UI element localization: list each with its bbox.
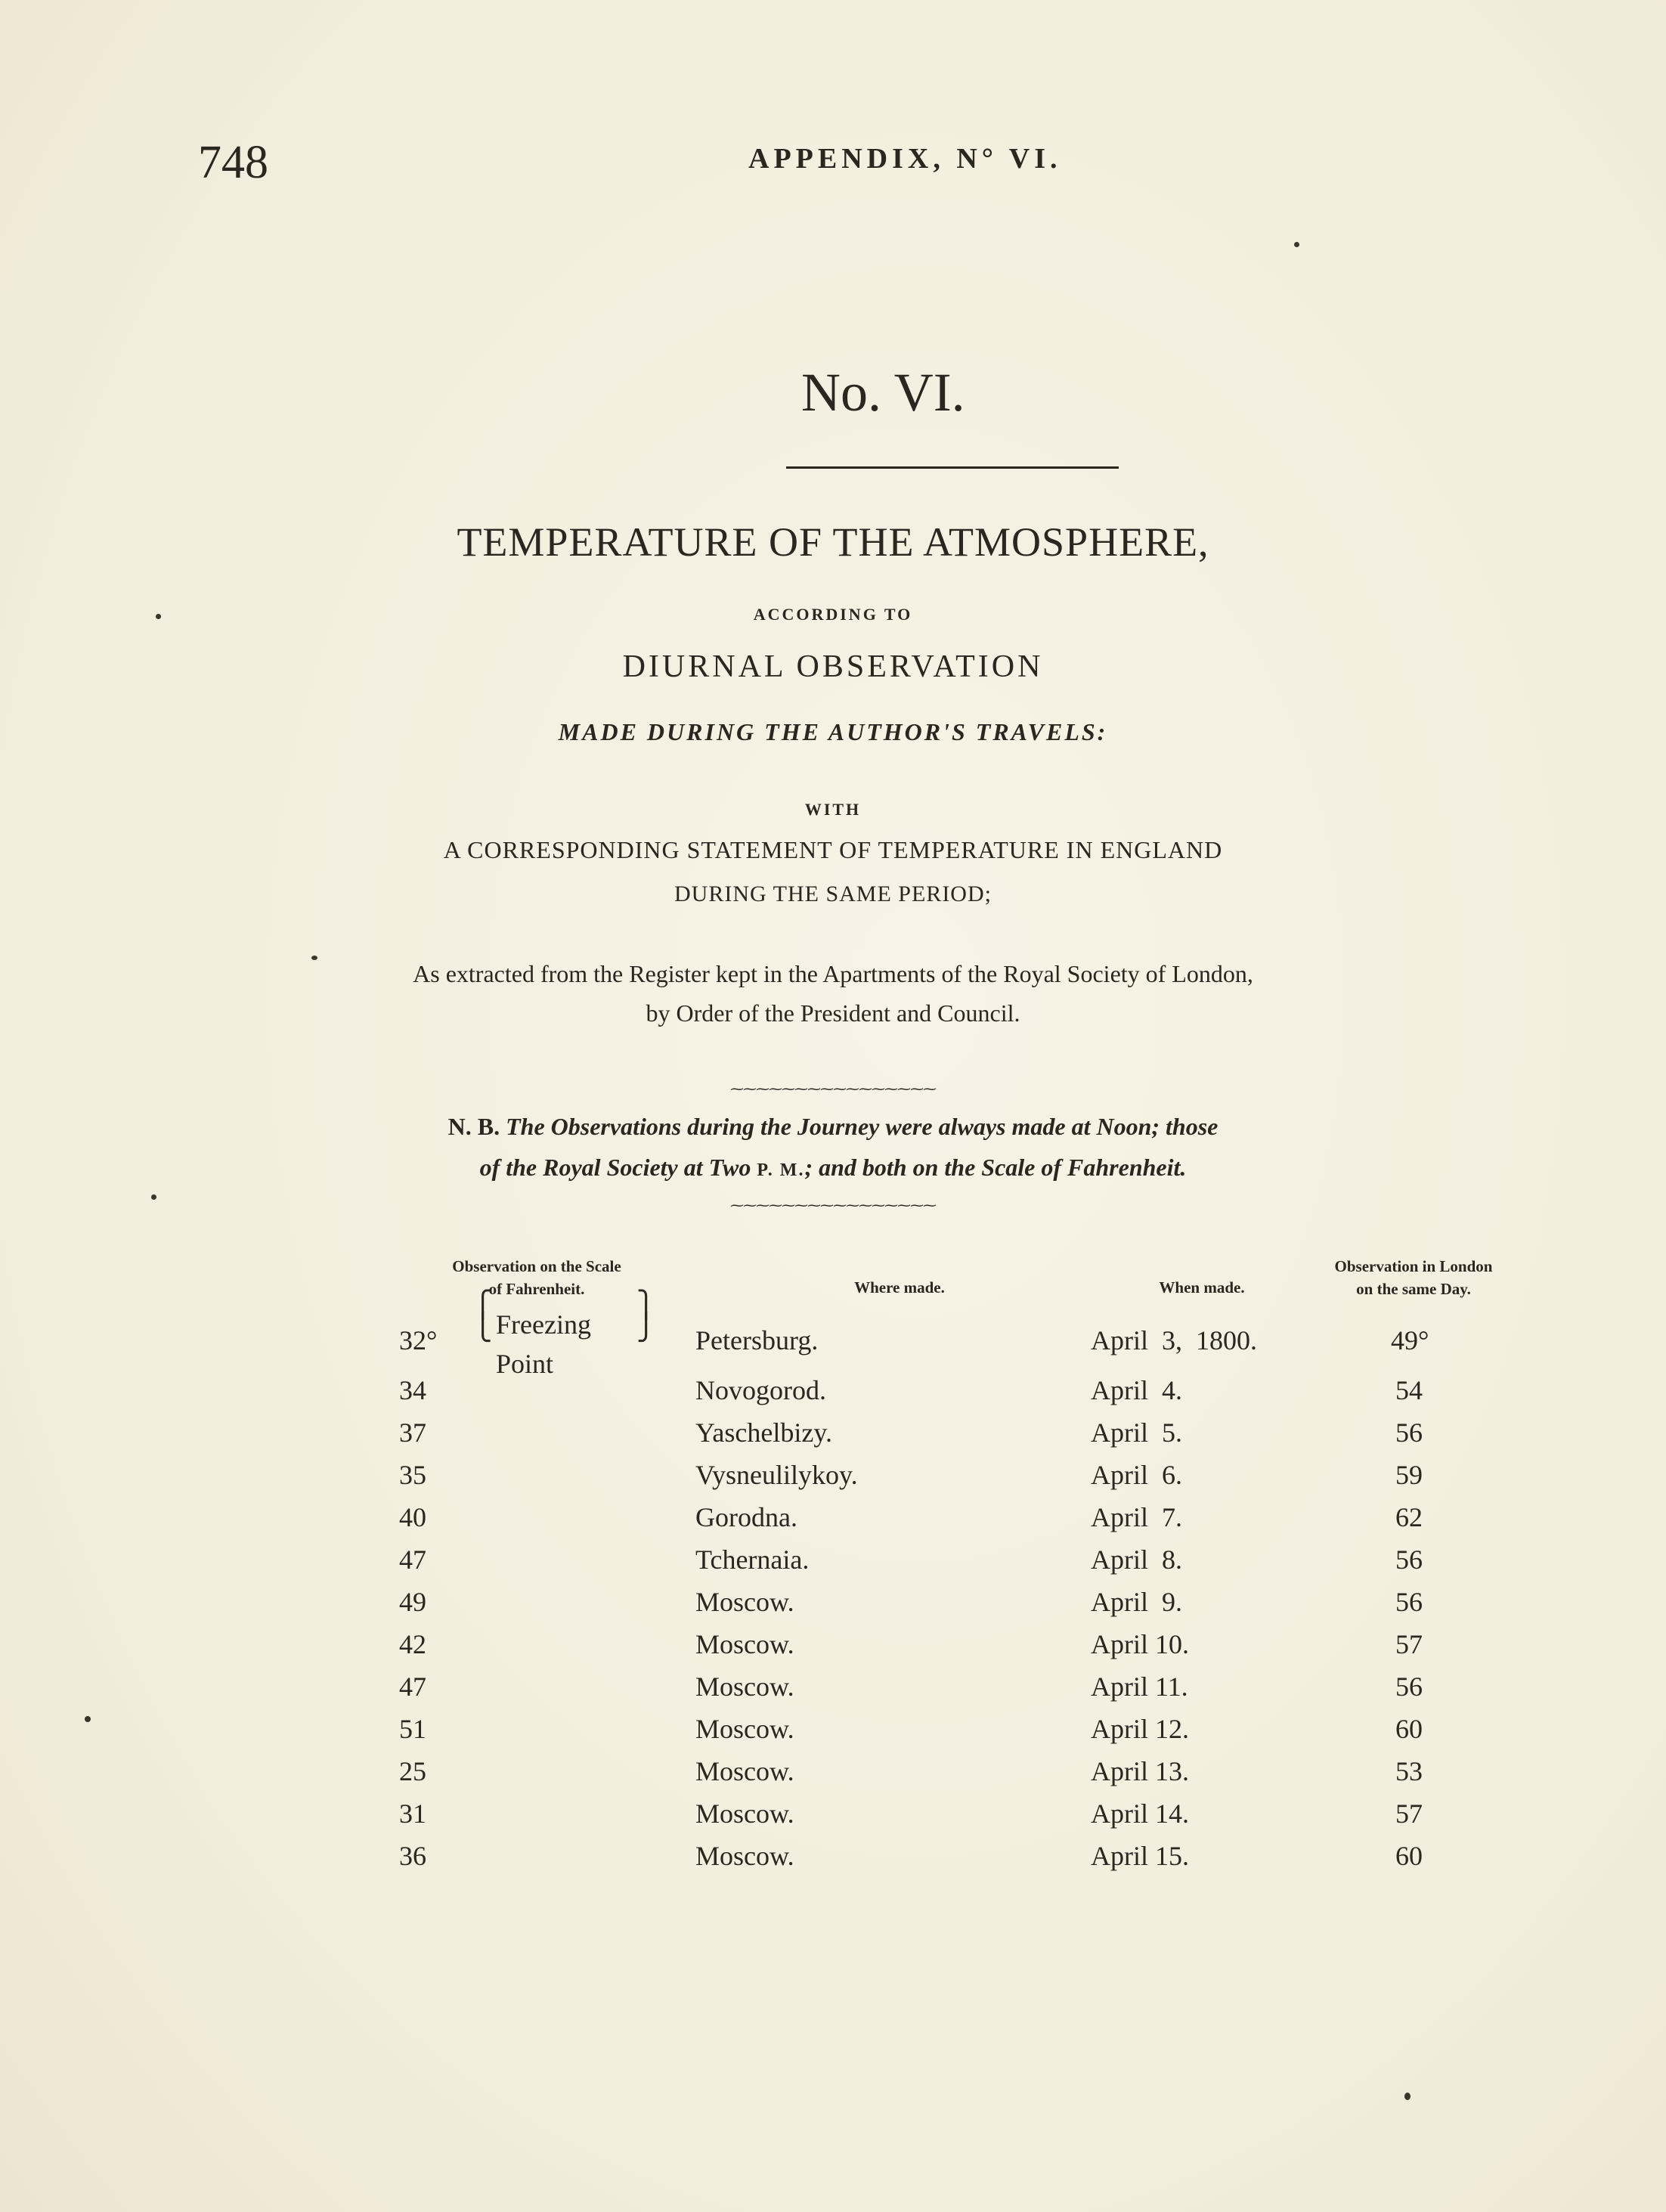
date-cell: April 10. <box>1091 1629 1189 1659</box>
freezing-point-note <box>496 1305 591 1383</box>
note-text-1: The Observations during the Journey were always made at Noon; those <box>506 1113 1219 1140</box>
london-cell: 60 <box>1395 1714 1423 1744</box>
date-cell: April 4. <box>1091 1375 1182 1405</box>
obs-cell: 47 <box>399 1671 426 1702</box>
date-cell: April 11. <box>1091 1671 1188 1702</box>
place-cell: Moscow. <box>695 1671 794 1702</box>
obs-cell: 31 <box>399 1798 426 1829</box>
place-cell: Moscow. <box>695 1756 794 1786</box>
paper-speck <box>151 1194 156 1200</box>
place-cell: Petersburg. <box>695 1325 819 1355</box>
note-prefix: N. B. <box>447 1113 500 1140</box>
obs-cell: 37 <box>399 1417 426 1448</box>
paper-speck <box>1404 2093 1411 2100</box>
paper-speck <box>311 956 317 960</box>
london-cell: 62 <box>1395 1502 1423 1532</box>
obs-cell: 25 <box>399 1756 426 1786</box>
obs-cell: 40 <box>399 1502 426 1532</box>
london-cell: 56 <box>1395 1671 1423 1702</box>
note-line-1 <box>0 1113 1666 1141</box>
date-cell: April 5. <box>1091 1417 1182 1448</box>
place-cell: Novogorod. <box>695 1375 826 1405</box>
header-observation-london-line1: Observation in London <box>1334 1257 1493 1275</box>
extract-line-2: by Order of the President and Council. <box>646 999 1020 1027</box>
page-number: 748 <box>198 137 268 188</box>
london-cell: 56 <box>1395 1417 1423 1448</box>
london-cell: 57 <box>1395 1798 1423 1829</box>
made-during-line: MADE DURING THE AUTHOR'S TRAVELS: <box>558 718 1108 745</box>
place-cell: Moscow. <box>695 1587 794 1617</box>
place-cell: Yaschelbizy. <box>695 1417 832 1448</box>
place-cell: Moscow. <box>695 1629 794 1659</box>
obs-cell: 35 <box>399 1460 426 1490</box>
london-cell: 56 <box>1395 1587 1423 1617</box>
header-observation-scale-line1: Observation on the Scale <box>452 1257 621 1275</box>
place-cell: Tchernaia. <box>695 1544 810 1575</box>
extract-line-1: As extracted from the Register kept in the Apartments of the Royal Society of London, <box>413 960 1253 987</box>
main-title: TEMPERATURE OF THE ATMOSPHERE, <box>457 519 1209 565</box>
obs-cell: 34 <box>399 1375 426 1405</box>
london-cell: 53 <box>1395 1756 1423 1786</box>
date-cell: April 9. <box>1091 1587 1182 1617</box>
place-cell: Vysneulilykoy. <box>695 1460 858 1490</box>
obs-cell: 42 <box>399 1629 426 1659</box>
obs-cell: 49 <box>399 1587 426 1617</box>
obs-cell: 36 <box>399 1841 426 1871</box>
header-observation-london-line2: on the same Day. <box>1356 1280 1471 1298</box>
paper-speck <box>156 614 161 619</box>
london-cell: 60 <box>1395 1841 1423 1871</box>
date-cell: April 13. <box>1091 1756 1189 1786</box>
freezing-left-brace-icon: ⎧ ⎩ <box>473 1291 493 1342</box>
london-cell: 54 <box>1395 1375 1423 1405</box>
date-cell: April 15. <box>1091 1841 1189 1871</box>
title-rule <box>786 466 1119 469</box>
corresponding-line: A CORRESPONDING STATEMENT OF TEMPERATURE IN ENGLAND <box>443 836 1223 863</box>
header-when-made: When made. <box>1159 1278 1245 1297</box>
place-cell: Moscow. <box>695 1714 794 1744</box>
freezing-line-1: Freezing <box>496 1309 591 1340</box>
date-cell: April 6. <box>1091 1460 1182 1490</box>
header-observation-london <box>1300 1255 1527 1300</box>
london-cell: 57 <box>1395 1629 1423 1659</box>
ornament-divider-bottom: ⁓⁓⁓⁓⁓⁓⁓⁓⁓⁓⁓⁓⁓⁓⁓⁓ <box>730 1197 936 1213</box>
header-observation-scale-line2: of Fahrenheit. <box>488 1280 585 1298</box>
obs-cell: 51 <box>399 1714 426 1744</box>
note-text-2b: ; and both on the Scale of Fahrenheit. <box>804 1154 1187 1181</box>
obs-cell: 32° <box>399 1325 438 1355</box>
date-cell: April 12. <box>1091 1714 1189 1744</box>
freezing-right-brace-icon: ⎫ ⎭ <box>636 1291 656 1342</box>
ornament-divider-top: ⁓⁓⁓⁓⁓⁓⁓⁓⁓⁓⁓⁓⁓⁓⁓⁓ <box>730 1081 936 1096</box>
date-cell: April 3, 1800. <box>1091 1325 1257 1355</box>
appendix-number: No. VI. <box>801 362 965 423</box>
freezing-line-2: Point <box>496 1349 554 1379</box>
london-cell: 49° <box>1391 1325 1429 1355</box>
london-cell: 59 <box>1395 1460 1423 1490</box>
header-where-made: Where made. <box>854 1278 945 1297</box>
running-head: APPENDIX, N° VI. <box>748 143 1062 175</box>
paper-speck <box>85 1716 91 1722</box>
header-observation-scale <box>416 1255 658 1300</box>
note-pm: P. M. <box>757 1160 805 1180</box>
date-cell: April 8. <box>1091 1544 1182 1575</box>
date-cell: April 14. <box>1091 1798 1189 1829</box>
place-cell: Gorodna. <box>695 1502 797 1532</box>
according-to-line: ACCORDING TO <box>753 605 913 624</box>
place-cell: Moscow. <box>695 1798 794 1829</box>
during-line: DURING THE SAME PERIOD; <box>674 881 992 906</box>
paper-speck <box>1294 242 1299 247</box>
subtitle: DIURNAL OBSERVATION <box>622 649 1044 684</box>
place-cell: Moscow. <box>695 1841 794 1871</box>
note-text-2a: of the Royal Society at Two <box>479 1154 751 1181</box>
note-line-2 <box>0 1154 1666 1182</box>
date-cell: April 7. <box>1091 1502 1182 1532</box>
london-cell: 56 <box>1395 1544 1423 1575</box>
with-line: WITH <box>804 800 862 819</box>
obs-cell: 47 <box>399 1544 426 1575</box>
